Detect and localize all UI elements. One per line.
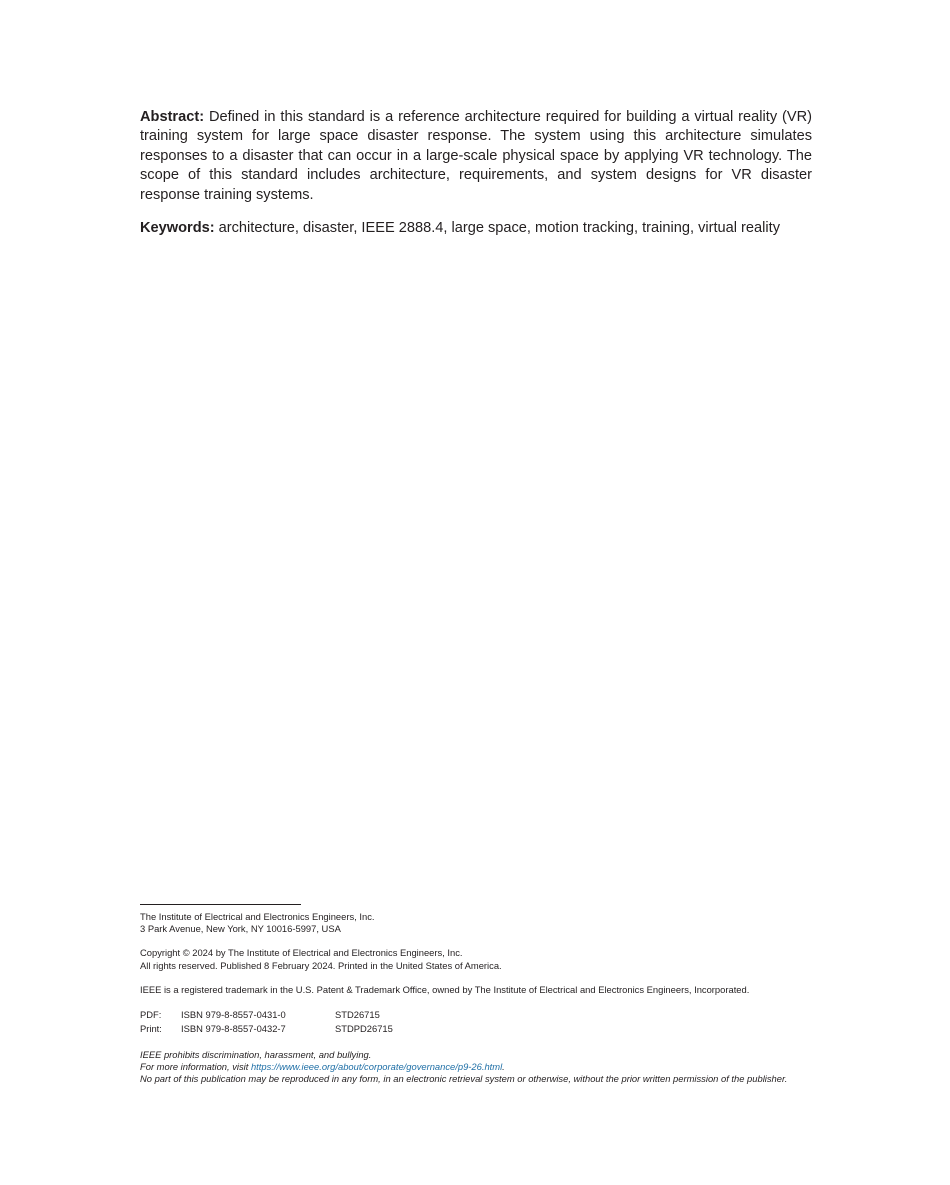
isbn-table xyxy=(140,1008,812,1037)
notice-suffix: . xyxy=(502,1061,505,1073)
document-page xyxy=(140,0,812,1185)
abstract-text: Defined in this standard is a reference architecture required for building a virtual reality (VR) training system for large space disaster response. The system using this architecture simulates responses to a disaster that can occur in a large-scale physical space by applying VR technology. The scope of this standard includes architecture, requirements, and system designs for VR disaster response training systems. xyxy=(140,109,812,203)
publication-footer xyxy=(140,911,812,1085)
footnote-divider xyxy=(140,904,301,905)
publisher-address: 3 Park Avenue, New York, NY 10016-5997, USA xyxy=(140,923,341,935)
trademark-info xyxy=(140,984,812,996)
copyright-info xyxy=(140,947,812,971)
governance-link[interactable]: https://www.ieee.org/about/corporate/governance/p9-26.html xyxy=(250,1061,503,1073)
keywords-text: architecture, disaster, IEEE 2888.4, large space, motion tracking, training, virtual reality xyxy=(214,220,780,236)
abstract-label: Abstract: xyxy=(140,109,205,125)
isbn-code: STDPD26715 xyxy=(335,1023,393,1035)
keywords-label: Keywords: xyxy=(140,220,215,236)
abstract-paragraph xyxy=(140,108,812,205)
isbn-number: ISBN 979-8-8557-0431-0 xyxy=(181,1009,286,1021)
publisher-info xyxy=(140,911,812,935)
isbn-format: Print: xyxy=(140,1023,162,1035)
trademark-line: IEEE is a registered trademark in the U.S. Patent & Trademark Office, owned by The Institute of Electrical and Electronics Engineers, Incorporated. xyxy=(140,983,750,995)
isbn-code: STD26715 xyxy=(335,1009,380,1021)
legal-notice xyxy=(140,1049,812,1086)
isbn-number: ISBN 979-8-8557-0432-7 xyxy=(181,1023,286,1035)
isbn-format: PDF: xyxy=(140,1009,162,1021)
copyright-line: Copyright © 2024 by The Institute of Electrical and Electronics Engineers, Inc. xyxy=(140,947,463,959)
notice-line-3: No part of this publication may be reproduced in any form, in an electronic retrieval system or otherwise, without the prior written permission of the publisher. xyxy=(140,1073,788,1085)
rights-line: All rights reserved. Published 8 February 2024. Printed in the United States of America. xyxy=(140,959,502,971)
notice-line-2 xyxy=(140,1061,812,1073)
isbn-row-print xyxy=(140,1022,812,1036)
notice-prefix: For more information, visit xyxy=(140,1061,251,1073)
notice-line-1: IEEE prohibits discrimination, harassment, and bullying. xyxy=(140,1048,372,1060)
isbn-row-pdf xyxy=(140,1008,812,1022)
keywords-paragraph xyxy=(140,219,830,238)
publisher-name: The Institute of Electrical and Electronics Engineers, Inc. xyxy=(140,911,375,922)
